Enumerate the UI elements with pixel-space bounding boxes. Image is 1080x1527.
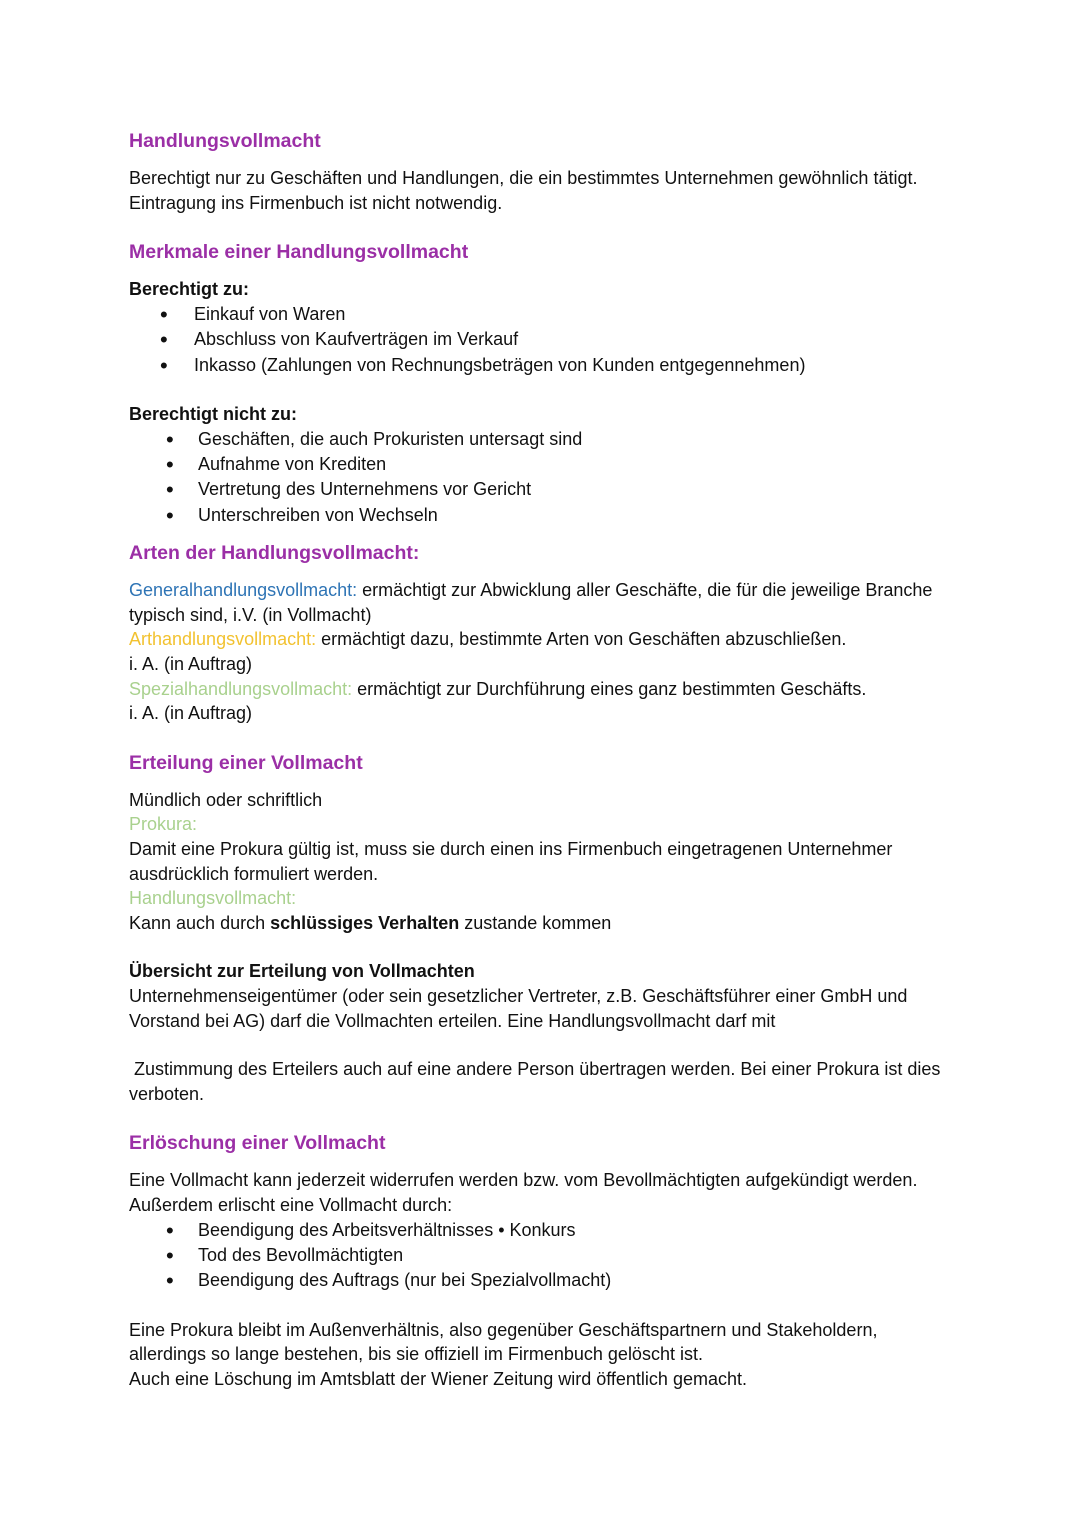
paragraph-line bbox=[129, 677, 969, 702]
list-item: • Beendigung des Auftrags (nur bei Spezialvollmacht) bbox=[129, 1268, 969, 1293]
paragraph-line: Berechtigt nur zu Geschäften und Handlungen, die ein bestimmtes Unternehmen gewöhnlich tätigt. bbox=[129, 168, 918, 188]
paragraph-line: verboten. bbox=[129, 1083, 205, 1104]
paragraph-line: i. A. (in Auftrag) bbox=[129, 703, 253, 724]
general-label: Generalhandlungsvollmacht: bbox=[129, 580, 358, 601]
paragraph-line: Vorstand bei AG) darf die Vollmachten erteilen. Eine Handlungsvollmacht darf mit bbox=[129, 1010, 776, 1031]
hv-text-pre: Kann auch durch bbox=[129, 912, 271, 933]
general-text: ermächtigt zur Abwicklung aller Geschäfte, die für die jeweilige Branche bbox=[357, 580, 933, 601]
paragraph-line: Unternehmenseigentümer (oder sein gesetzlicher Vertreter, z.B. Geschäftsführer einer GmbH und bbox=[129, 985, 908, 1006]
list-item: • Tod des Bevollmächtigten bbox=[129, 1243, 969, 1268]
spezial-text: ermächtigt zur Durchführung eines ganz bestimmten Geschäfts. bbox=[352, 678, 867, 699]
heading-erloeschung: Erlöschung einer Vollmacht bbox=[129, 1132, 386, 1155]
art-text: ermächtigt dazu, bestimmte Arten von Geschäften abzuschließen. bbox=[316, 629, 847, 650]
paragraph-line: Auch eine Löschung im Amtsblatt der Wiener Zeitung wird öffentlich gemacht. bbox=[129, 1368, 747, 1389]
prokura-label: Prokura: bbox=[129, 814, 198, 835]
list-item: • Vertretung des Unternehmens vor Gericht bbox=[129, 477, 969, 502]
paragraph-line: Außerdem erlischt eine Vollmacht durch: bbox=[129, 1194, 453, 1215]
paragraph-line: Eine Prokura bleibt im Außenverhältnis, also gegenüber Geschäftspartnern und Stakeholdern, bbox=[129, 1319, 878, 1340]
allowed-label: Berechtigt zu: bbox=[129, 279, 250, 300]
list-item: • Einkauf von Waren bbox=[129, 302, 969, 327]
paragraph-line bbox=[129, 578, 969, 603]
heading-handlungsvollmacht: Handlungsvollmacht bbox=[129, 130, 321, 152]
overview-title: Übersicht zur Erteilung von Vollmachten bbox=[129, 961, 475, 982]
not-allowed-label: Berechtigt nicht zu: bbox=[129, 404, 298, 424]
erloeschung-list bbox=[129, 1218, 969, 1294]
heading-erteilung: Erteilung einer Vollmacht bbox=[129, 751, 363, 774]
paragraph-line: Zustimmung des Erteilers auch auf eine andere Person übertragen werden. Bei einer Prokura ist dies bbox=[129, 1059, 941, 1080]
paragraph-line: Mündlich oder schriftlich bbox=[129, 789, 323, 810]
paragraph-line bbox=[129, 911, 969, 936]
list-item: • Geschäften, die auch Prokuristen untersagt sind bbox=[129, 427, 969, 452]
hv-text-bold: schlüssiges Verhalten bbox=[270, 912, 460, 933]
list-item: • Beendigung des Arbeitsverhältnisses • Konkurs bbox=[129, 1218, 969, 1243]
not-allowed-list bbox=[129, 427, 969, 529]
art-label: Arthandlungsvollmacht: bbox=[129, 629, 317, 650]
paragraph-line: allerdings so lange bestehen, bis sie offiziell im Firmenbuch gelöscht ist. bbox=[129, 1344, 703, 1365]
spezial-label: Spezialhandlungsvollmacht: bbox=[129, 678, 353, 699]
heading-arten: Arten der Handlungsvollmacht: bbox=[129, 542, 420, 565]
paragraph-line: Damit eine Prokura gültig ist, muss sie durch einen ins Firmenbuch eingetragenen Unternehmer bbox=[129, 838, 893, 859]
paragraph-line: Eine Vollmacht kann jederzeit widerrufen werden bzw. vom Bevollmächtigten aufgekündigt werden. bbox=[129, 1170, 918, 1191]
paragraph-line: Eintragung ins Firmenbuch ist nicht notwendig. bbox=[129, 192, 503, 213]
paragraph-line bbox=[129, 627, 969, 652]
list-item: • Inkasso (Zahlungen von Rechnungsbeträgen von Kunden entgegennehmen) bbox=[129, 353, 969, 378]
paragraph-line: i. A. (in Auftrag) bbox=[129, 654, 253, 674]
list-item: • Abschluss von Kaufverträgen im Verkauf bbox=[129, 327, 969, 352]
paragraph-line: typisch sind, i.V. (in Vollmacht) bbox=[129, 604, 372, 625]
list-item: • Unterschreiben von Wechseln bbox=[129, 503, 969, 528]
paragraph-line: ausdrücklich formuliert werden. bbox=[129, 863, 379, 884]
heading-merkmale: Merkmale einer Handlungsvollmacht bbox=[129, 241, 469, 264]
allowed-list bbox=[129, 302, 969, 378]
list-item: • Aufnahme von Krediten bbox=[129, 452, 969, 477]
document-page bbox=[129, 128, 969, 1392]
handlungsvollmacht-label: Handlungsvollmacht: bbox=[129, 888, 297, 909]
hv-text-post: zustande kommen bbox=[459, 912, 612, 933]
